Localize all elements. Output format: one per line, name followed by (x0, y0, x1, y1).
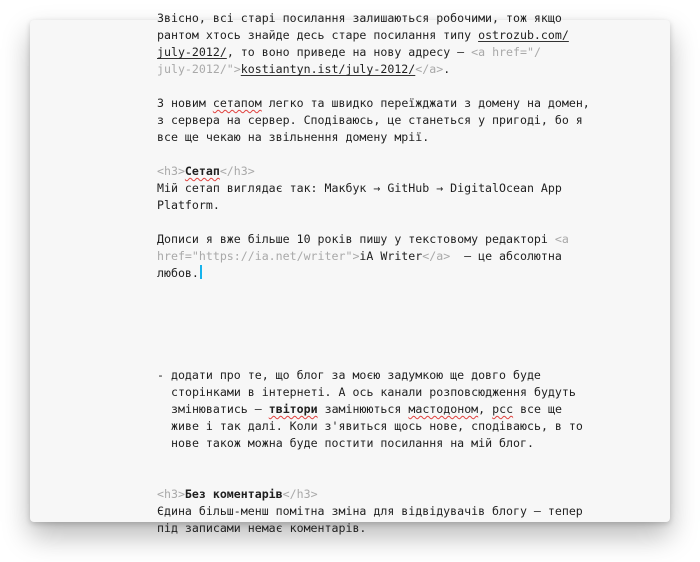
misspelled-word[interactable]: мастодоном (408, 402, 479, 416)
html-tag: </a> (422, 249, 451, 263)
text-line: july-2012/">kostiantyn.ist/july-2012/</a>. (157, 62, 451, 76)
text-line: href="https://ia.net/writer">iA Writer</a> – це абсолютна (157, 249, 562, 263)
text-editor[interactable] (157, 10, 590, 537)
html-tag: </h3> (282, 487, 318, 501)
text-line: рантом хтось знайде десь старе посилання типу ostrozub.com/ (157, 28, 569, 42)
editor-window (30, 11, 670, 535)
html-tag: href="https://ia.net/writer"> (157, 249, 360, 263)
text-line: з сервера на сервер. Сподіваюсь, це станеться у пригоді, бо я (157, 113, 583, 127)
text-line: змінюватись – твітори замінюються мастодоном, рсс все ще (171, 402, 562, 416)
list-item: - додати про те, що блог за моєю задумкою ще довго буде (157, 368, 541, 382)
text-line: сторінками в інтернеті. А ось канали розповсюдження будуть (171, 385, 576, 399)
text-line: все ще чекаю на звільнення домену мрії. (157, 130, 430, 144)
text-line: живе і так далі. Коли з'явиться щось нове, сподіваюсь, в то (171, 419, 583, 433)
text-cursor (200, 265, 202, 279)
heading-text: Сетап (184, 164, 220, 178)
text-line: під записами немає коментарів. (157, 521, 367, 535)
text-line: Platform. (157, 198, 220, 212)
html-tag: <a href="/ (471, 45, 541, 59)
text-line: Звісно, всі старі посилання залишаються робочими, тож якщо (157, 11, 562, 25)
heading-line (157, 486, 557, 503)
text-line: Дописи я вже більше 10 років пишу у текстовому редакторі <a (157, 232, 569, 246)
html-tag: <h3> (157, 164, 185, 178)
html-tag: </h3> (219, 164, 255, 178)
inline-link[interactable]: kostiantyn.ist/july-2012/ (240, 62, 416, 76)
text-line: любов. (157, 265, 557, 282)
heading-text: Без коментарів (184, 487, 283, 501)
html-tag: <a (554, 232, 569, 246)
misspelled-word[interactable]: рсс (492, 402, 514, 416)
heading-line (157, 163, 557, 180)
text-line: нове також можна буде постити посилання на мій блог. (171, 436, 534, 450)
inline-link[interactable]: ostrozub.com/ (478, 28, 569, 42)
misspelled-word[interactable]: твітори (268, 402, 318, 416)
text-line: july-2012/, то воно приведе на нову адресу – <a href="/ (157, 45, 541, 59)
text-line: Єдина більш-менш помітна зміна для відвідувачів блогу – тепер (157, 504, 583, 518)
misspelled-word[interactable]: сетапом (212, 96, 262, 110)
text-line: З новим сетапом легко та швидко переїжджати з домену на домен, (157, 96, 590, 110)
html-tag: <h3> (157, 487, 185, 501)
inline-link[interactable]: july-2012/ (157, 45, 227, 59)
html-tag: july-2012/"> (157, 62, 241, 76)
html-tag: </a> (415, 62, 444, 76)
text-line: Мій сетап виглядає так: Макбук → GitHub → DigitalOcean App (157, 181, 562, 195)
